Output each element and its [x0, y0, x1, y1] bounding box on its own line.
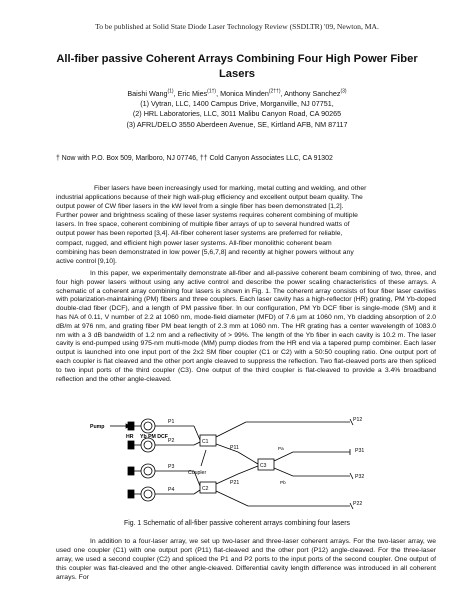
- text-line: output power has been reported [3,4]. All-fiber coherent laser systems are preferred for reliable,: [56, 230, 343, 238]
- fiber-coil-1: [141, 419, 155, 433]
- label-p22: P22: [353, 501, 363, 507]
- text-line: output power of CW fiber lasers in the kW level from a single fiber has been demonstrated [1,2].: [56, 203, 344, 211]
- fiber-coil-4: [141, 487, 155, 501]
- port-p12: [216, 422, 246, 437]
- label-p1: P1: [168, 419, 175, 425]
- fiber-coil-1-inner: [144, 422, 152, 430]
- label-p12: P12: [353, 417, 363, 423]
- author-sep: ,: [280, 89, 285, 98]
- label-c1: C1: [202, 439, 209, 445]
- fiber-coil-3: [141, 464, 155, 478]
- affiliation-2: (2) HRL Laboratories, LLC, 3011 Malibu Canyon Road, CA 90265: [132, 109, 342, 119]
- label-yb: Yb PM DCF: [140, 434, 168, 440]
- port-p11-ext: [238, 452, 258, 464]
- label-hr: HR: [126, 434, 134, 440]
- text-line: compact, rugged, and efficient high power laser systems. All-fiber monolithic coherent beam: [56, 239, 332, 247]
- port-p22: [216, 491, 248, 506]
- author-name: Baishi Wang: [127, 89, 168, 98]
- paragraph-method: [56, 270, 436, 384]
- fiber-coil-3-inner: [144, 467, 152, 475]
- label-p11: P11: [230, 445, 239, 451]
- fiber-4c: [194, 490, 200, 494]
- label-pa: Pa: [278, 446, 284, 451]
- paragraph-intro: [56, 184, 436, 266]
- author-footnote: † Now with P.O. Box 509, Marlboro, NJ 07746, †† Cold Canyon Associates LLC, CA 91302: [56, 155, 333, 162]
- author-sep: ,: [173, 89, 178, 98]
- paragraph-text: In this paper, we experimentally demonstrate all-fiber and all-passive coherent beam combining of two, three, and four high power lasers without using any active control and describe the power scaling characteristics of these arrays. A schematic of a coherent array combining four lasers is shown in Fig. 1. The coherent array consists of four fiber laser cavities with polarization-maintaining (PM) fibers and three couplers. Each laser cavity has a high-reflector (HR) grating, PM Yb-doped double-clad fiber (DCF), and a length of PM passive fiber. In our configuration, PM Yb DCF fiber is single-mode (SM) and it has NA of 0.11, V number of 2.2 at 1060 nm, mode-field diameter (MFD) of 7.6 µm at 1060 nm, Yb cladding absorption of 2.0 dB/m at 976 nm, and grating fiber PM beat length of 2.3 mm at 1060 nm. The HR grating has a center wavelength of 1083.0 nm with a 3 dB bandwidth of 1.2 nm and a reflectivity of > 99%. The length of the Yb fiber in each cavity is 10.2 m. The laser cavity is end-pumped using 975-nm multi-mode (MM) pump diodes from the HR end via a tapered pump combiner. Each laser output is launched into one input port of the 2x2 SM fiber coupler (C1 or C2) with a 50:50 coupling ratio. One output port of each coupler is flat cleaved and the other port angle cleaved to suppress the reflection. Two flat-cleaved ports are then spliced to two input ports of the third coupler (C3). One output of the third coupler is flat-cleaved to provide a 3.4% broadband reflection and the other angle-cleaved.: [56, 270, 436, 383]
- label-p21: P21: [230, 480, 240, 486]
- fiber-1c: [194, 426, 200, 440]
- text-line: Fiber lasers have been increasingly used for marking, metal cutting and welding, and other: [94, 185, 367, 192]
- author-mark: (2††): [268, 88, 281, 95]
- author-mark: (1†): [207, 88, 217, 95]
- text-line: industrial applications because of their high wall-plug efficiency and excellent output beam quality. The: [56, 194, 363, 202]
- coupler-pointer: [201, 450, 206, 466]
- figure-caption: Fig. 1 Schematic of all-fiber passive coherent arrays combining four lasers: [124, 520, 350, 527]
- label-p4: P4: [168, 487, 175, 493]
- title-line-1: All-fiber passive Coherent Arrays Combining Four High Power Fiber: [56, 53, 418, 65]
- affiliation-3: (3) AFRL/DELO 3550 Aberdeen Avenue, SE, Kirtland AFB, NM 87117: [126, 119, 348, 129]
- fiber-coil-2-inner: [144, 441, 152, 449]
- label-p2: P2: [168, 438, 175, 444]
- author-name: Monica Minden: [220, 89, 269, 98]
- label-pb: Pb: [280, 480, 286, 485]
- hr-grating-4: [128, 490, 134, 498]
- hr-grating-2: [128, 441, 134, 449]
- paper-title: [40, 52, 434, 82]
- figure-schematic: [88, 416, 388, 512]
- hr-grating-1: [128, 422, 134, 430]
- label-p32: P32: [355, 474, 365, 480]
- author-block: [40, 89, 434, 130]
- angle-cleave-p32: [350, 473, 353, 479]
- label-coupler: Coupler: [188, 470, 207, 476]
- text-line: Further power and brightness scaling of these laser systems requires coherent combining of multiple: [56, 212, 358, 220]
- author-mark: (1): [167, 88, 174, 95]
- paragraph-arrays: [56, 537, 436, 582]
- author-names: [40, 89, 434, 99]
- text-line: active control [9,10].: [56, 257, 117, 265]
- affiliation-1: (1) Vytran, LLC, 1400 Campus Drive, Morganville, NJ 07751,: [140, 99, 334, 109]
- port-p32: [274, 468, 293, 476]
- running-header: To be published at Solid State Diode Laser Technology Review (SSDLTR) '09, Newton, MA.: [95, 22, 379, 31]
- author-sep: ,: [216, 89, 221, 98]
- label-p31: P31: [355, 448, 365, 454]
- port-p21-ext: [238, 466, 258, 474]
- author-name: Anthony Sanchez: [284, 89, 341, 98]
- label-c2: C2: [202, 486, 209, 492]
- paragraph-text: In addition to a four-laser array, we set up two-laser and three-laser coherent arrays. For the two-laser array, we used one coupler (C1) with one output port (P11) flat-cleaved and the other port (P12) angle-cleaved. For the three-laser array, we used a second coupler (C2) and spliced the P1 and P2 ports to the input ports of the second coupler. One output of this coupler was flat-cleaved and the other angle-cleaved. Differential cavity length difference was introduced in all coherent arrays. For: [56, 538, 436, 582]
- author-name: Eric Mies: [177, 89, 208, 98]
- label-pump: Pump: [90, 424, 105, 430]
- hr-grating-3: [128, 467, 134, 475]
- fiber-coil-2: [141, 438, 155, 452]
- title-line-2: Lasers: [218, 68, 256, 80]
- label-c3: C3: [260, 463, 267, 469]
- label-p3: P3: [168, 464, 175, 470]
- text-line: lasers. In free space, coherent combining of multiple fiber arrays of up to several hundred watts of: [56, 221, 350, 229]
- text-line: combining has been demonstrated in low power [5,6,7,8] and recently at higher powers without any: [56, 248, 354, 256]
- fiber-coil-4-inner: [144, 490, 152, 498]
- fiber-2c: [194, 442, 200, 445]
- port-p31: [274, 452, 293, 461]
- author-mark: (3): [340, 88, 347, 95]
